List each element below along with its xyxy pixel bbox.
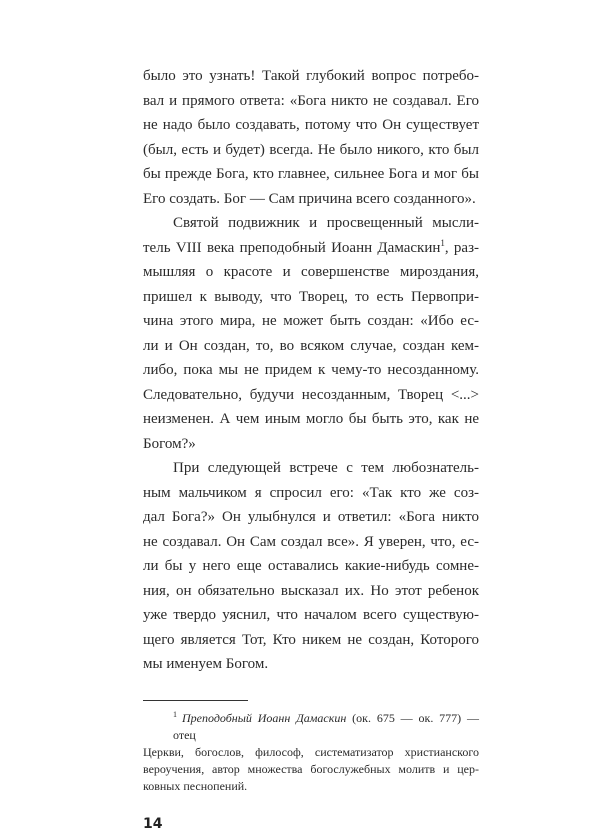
text-segment: , раз- xyxy=(444,239,479,256)
footnote-line xyxy=(143,710,479,744)
footnote-number: 1 xyxy=(173,709,177,719)
footnote-text: (ок. 675 — ок. 777) — отец xyxy=(173,710,480,742)
footnote-ref[interactable]: 1 xyxy=(440,237,445,248)
text-line: (был, есть и будет) всегда. Не было никого, кто был xyxy=(143,141,479,158)
text-line xyxy=(143,236,479,261)
text-line: ли бы у него еще оставались какие-нибудь сомне- xyxy=(143,558,479,574)
text-line: Следовательно, будучи несозданным, Творец <...> xyxy=(143,386,479,403)
text-line: пришел к выводу, что Творец, то есть Первопри- xyxy=(143,288,479,305)
page xyxy=(143,64,479,833)
text-line: не надо было создавать, потому что Он существует xyxy=(143,117,479,133)
text-line: щего является Тот, Кто никем не создан, Которого xyxy=(143,631,479,648)
text-line: вал и прямого ответа: «Бога никто не создавал. Его xyxy=(143,92,479,109)
text-line: ния, он обязательно высказал их. Но этот ребенок xyxy=(143,582,479,599)
text-line: бы прежде Бога, кто главнее, сильнее Бога и мог бы xyxy=(143,166,479,182)
footnote-italic: Преподобный Иоанн Дамаскин xyxy=(182,710,347,725)
footnote xyxy=(143,710,479,796)
text-line: чина этого мира, не может быть создан: «Ибо ес- xyxy=(143,313,479,329)
footnote-line: вероучения, автор множества богослужебных молитв и цер- xyxy=(143,762,479,777)
text-line: мышляя о красоте и совершенстве мироздания, xyxy=(143,264,479,280)
paragraph-3 xyxy=(143,456,479,677)
footnote-separator xyxy=(143,700,248,701)
text-line: ли и Он создан, то, во всяком случае, создан кем- xyxy=(143,337,479,354)
text-line: неизменен. А чем иным могло бы быть это, как не xyxy=(143,411,479,427)
text-line: ным мальчиком я спросил его: «Так кто же соз- xyxy=(143,484,479,501)
text-line: либо, пока мы не придем к чему-то несозданному. xyxy=(143,362,479,378)
footnote-line: Церкви, богослов, философ, систематизатор христианского xyxy=(143,744,479,759)
text-line: Святой подвижник и просвещенный мысли- xyxy=(173,215,479,231)
text-line: уже твердо уяснил, что началом всего существую- xyxy=(143,607,479,623)
footnote-line: ковных песнопений. xyxy=(143,779,248,794)
text-line: не создавал. Он Сам создал все». Я уверен, что, ес- xyxy=(143,533,479,550)
body-text xyxy=(143,64,479,677)
paragraph-2 xyxy=(143,211,479,456)
text-line: было это узнать! Такой глубокий вопрос потребо- xyxy=(143,68,479,84)
text-segment: тель VIII века преподобный Иоанн Дамаскин xyxy=(143,239,441,256)
page-number: 14 xyxy=(143,815,163,832)
text-line: дал Бога?» Он улыбнулся и ответил: «Бога никто xyxy=(143,509,479,525)
text-line: мы именуем Богом. xyxy=(143,656,269,672)
paragraph-1 xyxy=(143,64,479,211)
text-line: При следующей встрече с тем любознатель- xyxy=(173,460,479,476)
text-line: Богом?» xyxy=(143,435,196,452)
text-line: Его создать. Бог — Сам причина всего созданного». xyxy=(143,190,476,207)
